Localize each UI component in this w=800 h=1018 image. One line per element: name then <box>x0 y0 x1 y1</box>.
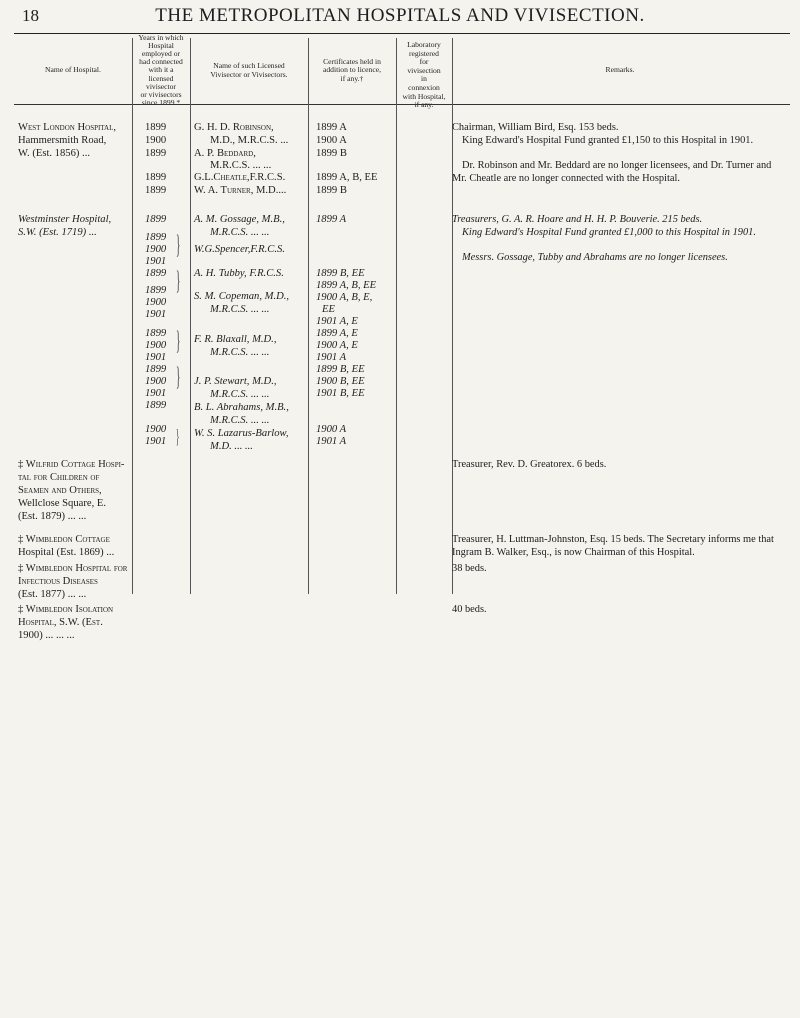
header-vivisector: Name of such Licensed Vivisector or Vivisectors. <box>210 60 288 79</box>
header-rule <box>14 104 790 105</box>
header-laboratory: Laboratory registered for vivisection in connexion with Hospital, if any. <box>402 40 446 110</box>
page: 18 THE METROPOLITAN HOSPITALS AND VIVISECTION. Name of Hospital. Years in which Hospital employed or had connected with it a licensed vivisector or vivisectors since 1899.* Name of such Licensed Vivisector or Vivisectors. Certificates held in addition to licence, if any.† Laboratory registered for vivisection in connexion with Hospital, if any. Remarks. West London Hospital, Hammersmith Road, W. (Est. 1856) ... 1899 1900 1899 1899 1899 G. H. D. Robinson, M.D., M.R.C.S. ... A. P. Beddard, M.R.C.S. ... ... G.L.Cheatle,F.R.C.S. W. A. Turner, M.D.... 1899 A 1900 A 1899 B 1899 A, B, EE 1899 B Chairman, William Bird, Esq. 153 beds. King Edward's Hospital Fund granted £1,150 to this Hospital in 1901. Dr. Robinson and Mr. Beddard are no longer licensees, and Dr. Turner and Mr. Cheatle are no longer connected with the Hospital. Westminster Hospital, S.W. (Est. 1719) ... 1899 1899 1900 1901 1899 1899 1900 1901 1899 1900 1901 1899 1900 1901 1899 1900 1901 } } } } } A. M. Gossage, M.B., M.R.C.S. ... ... W.G.Spencer,F.R.C.S. A. H. Tubby, F.R.C.S. S. M. Copeman, M.D., M.R.C.S. ... ... F. R. Blaxall, M.D., M.R.C.S. ... ... J. P. Stewart, M.D., M.R.C.S. ... ... B. L. Abrahams, M.B., M.R.C.S. ... ... W. S. Lazarus-Barlow, M.D. ... ... 1899 A 1899 B, EE 1899 A, B, EE 1900 A, B, E, EE 1901 A, E 1899 A, E 1900 A, E 1901 A 1899 B, EE 1900 B, EE 1901 B, EE 1900 A 1901 A Treasurers, G. A. R. Hoare and H. H. P. Bouverie. 215 beds. King Edward's Hospital Fund granted £1,000 to this Hospital in 1901. Messrs. Gossage, Tubby and Abrahams are no longer licensees. ‡ Wilfrid Cottage Hospi- tal for Children of Seamen and Others, Wellclose Square, E. (Est. 1879) ... ... Treasurer, Rev. D. Greatorex. 6 beds. ‡ Wimbledon Cottage Hospital (Est. 1869) ... Treasurer, H. Luttman-Johnston, Esq. 15 beds. The Secretary informs me that Ingram B. Walker, Esq., is now Chairman of this Hospital. ‡ Wimbledon Hospital for Infectious Diseases (Est. 1877) ... ... 38 beds. ‡ Wimbledon Isolation Hospital, S.W. (Est. 1900) ... ... ... 40 beds. <box>0 0 800 1018</box>
header-certificates: Certificates held in addition to licence, if any.† <box>323 56 381 83</box>
page-number: 18 <box>22 6 39 25</box>
running-title: THE METROPOLITAN HOSPITALS AND VIVISECTION. <box>155 5 645 26</box>
column-divider <box>132 38 133 594</box>
header-years: Years in which Hospital employed or had connected with it a licensed vivisector or vivisectors since 1899.* <box>138 32 184 108</box>
column-divider <box>308 38 309 594</box>
header-name: Name of Hospital. <box>45 65 101 75</box>
column-divider <box>190 38 191 594</box>
top-rule <box>14 33 790 34</box>
column-divider <box>396 38 397 594</box>
header-remarks: Remarks. <box>605 65 635 75</box>
